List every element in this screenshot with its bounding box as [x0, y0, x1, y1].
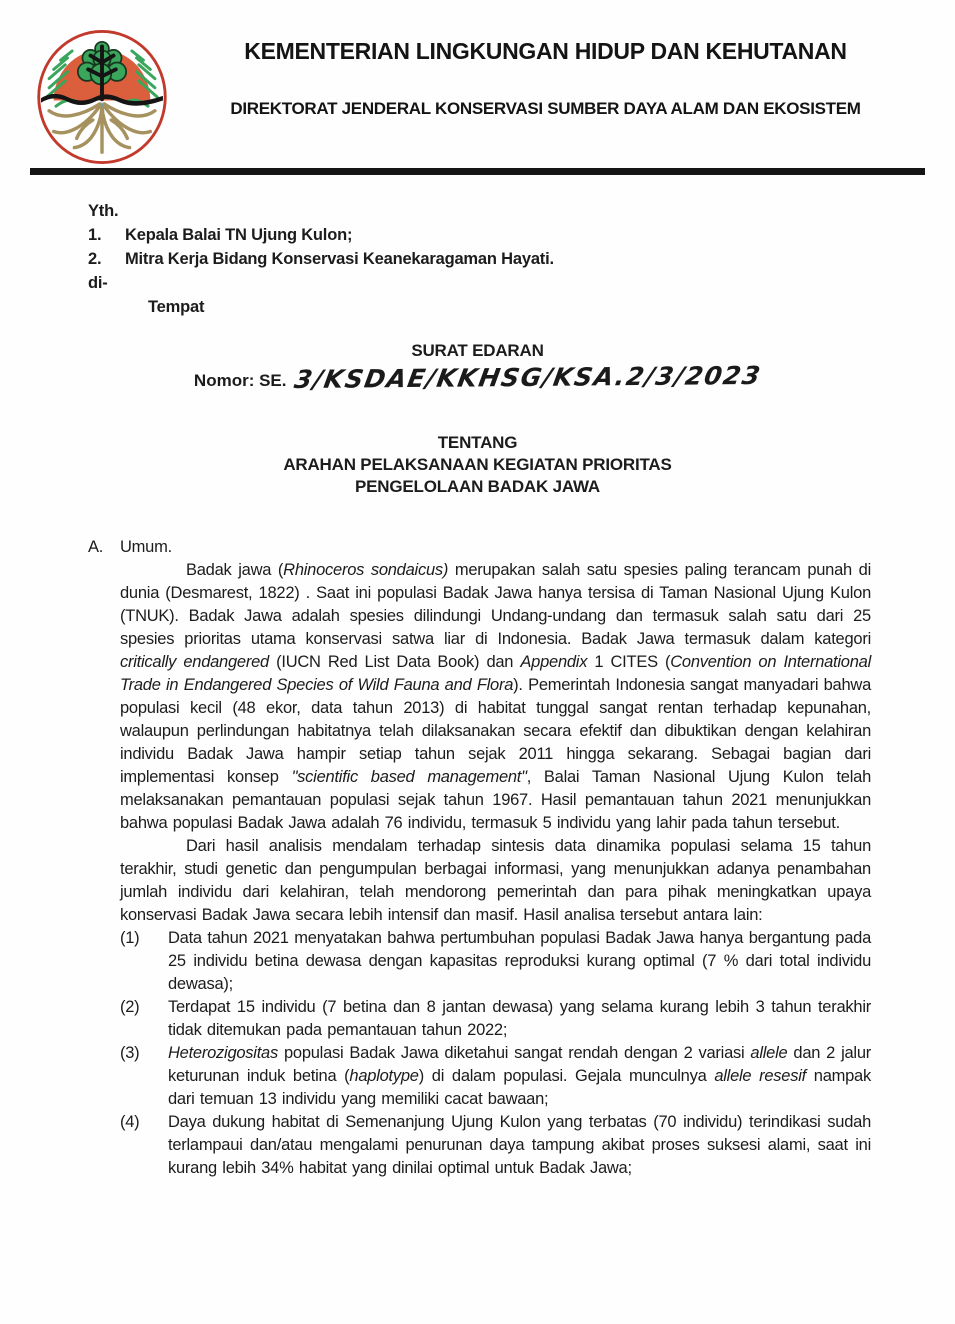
letterhead-titles	[176, 28, 915, 119]
list-item	[120, 1111, 871, 1180]
list-item-number: (1)	[120, 929, 140, 947]
section-label: A.	[88, 538, 104, 556]
paragraph: Badak jawa (Rhinoceros sondaicus) merupakan salah satu spesies paling terancam punah di dunia (Desmarest, 1822) . Saat ini populasi Badak Jawa hanya tersisa di Taman Nasional Ujung Kulon (TNUK). Badak Jawa adalah spesies dilindungi Undang-undang dan termasuk salah satu dari 25 spesies prioritas utama konservasi satwa liar di Indonesia. Badak Jawa termasuk dalam kategori critically endangered (IUCN Red List Data Book) dan Appendix 1 CITES (Convention on International Trade in Endangered Species of Wild Fauna and Flora). Pemerintah Indonesia sangat manyadari bahwa populasi kecil (48 ekor, data tahun 2013) di habitat tunggal sangat rentan terhadap kepunahan, walaupun perlindungan habitatnya telah dilaksanakan secara efektif dan dibuktikan dengan kelahiran individu Badak Jawa hampir setiap tahun sejak 2011 hingga sekarang. Sebagai bagian dari implementasi konsep "scientific based management", Balai Taman Nasional Ujung Kulon telah melaksanakan pemantauan populasi sejak tahun 1967. Hasil pemantauan tahun 2021 menunjukkan bahwa populasi Badak Jawa adalah 76 individu, termasuk 5 individu yang lahir pada tahun tersebut.	[120, 561, 872, 832]
addressee-di: di-	[88, 274, 108, 292]
letter-subject	[0, 341, 955, 395]
list-item-number: (4)	[120, 1113, 140, 1131]
letter-title-block	[0, 432, 955, 498]
list-item-number: (3)	[120, 1044, 140, 1062]
directorate-name: DIREKTORAT JENDERAL KONSERVASI SUMBER DAYA ALAM DAN EKOSISTEM	[230, 99, 861, 118]
list-item-number: (2)	[120, 998, 140, 1016]
list-item-text: Daya dukung habitat di Semenanjung Ujung Kulon yang terbatas (70 individu) terindikasi sudah terlampaui dan/atau mengalami penurunan daya tampung akibat proses suksesi alami, saat ini kurang lebih 34% habitat yang dinilai optimal untuk Badak Jawa;	[168, 1113, 871, 1177]
letter-number-line	[0, 360, 955, 395]
list-item	[120, 927, 871, 996]
letter-title-line1: ARAHAN PELAKSANAAN KEGIATAN PRIORITAS	[283, 455, 672, 474]
addressee-item	[88, 247, 955, 271]
section-heading	[88, 536, 871, 559]
section-title: Umum.	[120, 538, 172, 556]
list-item-text: Terdapat 15 individu (7 betina dan 8 jantan dewasa) yang selama kurang lebih 3 tahun terakhir tidak ditemukan pada pemantauan tahun 2022;	[168, 998, 871, 1039]
letter-number-handwritten: 3/KSDAE/KKHSG/KSA.2/3/2023	[292, 360, 764, 395]
addressee-item	[88, 223, 955, 247]
addressee-block	[88, 199, 955, 319]
letter-title-line2: PENGELOLAAN BADAK JAWA	[355, 477, 600, 496]
letter-number-label: Nomor: SE.	[193, 371, 287, 390]
addressee-item-text: Kepala Balai TN Ujung Kulon;	[125, 226, 353, 244]
document-type: SURAT EDARAN	[411, 341, 544, 360]
numbered-list	[120, 927, 871, 1180]
klhk-logo-svg	[28, 28, 176, 166]
section-umum	[88, 536, 871, 1180]
addressee-item-number: 2.	[88, 250, 102, 268]
addressee-salutation: Yth.	[88, 202, 119, 220]
list-item	[120, 996, 871, 1042]
addressee-item-text: Mitra Kerja Bidang Konservasi Keanekaragaman Hayati.	[125, 250, 554, 268]
list-item-text: Heterozigositas populasi Badak Jawa diketahui sangat rendah dengan 2 variasi allele dan 2 jalur keturunan induk betina (haplotype) di dalam populasi. Gejala munculnya allele resesif nampak dari temuan 13 individu yang memiliki cacat bawaan;	[168, 1044, 872, 1108]
klhk-ministry-logo-icon	[28, 28, 176, 166]
paragraph: Dari hasil analisis mendalam terhadap sintesis data dinamika populasi selama 15 tahun terakhir, studi genetic dan pengumpulan berbagai informasi, yang menunjukkan adanya penambahan jumlah individu dari kelahiran, telah mendorong pemerintah dan para pihak meningkatkan upaya konservasi Badak Jawa secara lebih intensif dan masif. Hasil analisa tersebut antara lain:	[120, 837, 871, 924]
addressee-item-number: 1.	[88, 226, 102, 244]
addressee-place: Tempat	[148, 298, 205, 316]
letterhead	[0, 0, 955, 166]
list-item-text: Data tahun 2021 menyatakan bahwa pertumbuhan populasi Badak Jawa hanya bergantung pada 25 individu betina dewasa dengan kapasitas reproduksi kurang optimal (7 % dari total individu dewasa);	[168, 929, 871, 993]
tentang-label: TENTANG	[437, 433, 518, 452]
list-item	[120, 1042, 871, 1111]
letterhead-divider	[30, 168, 925, 175]
ministry-name: KEMENTERIAN LINGKUNGAN HIDUP DAN KEHUTANAN	[244, 38, 847, 64]
